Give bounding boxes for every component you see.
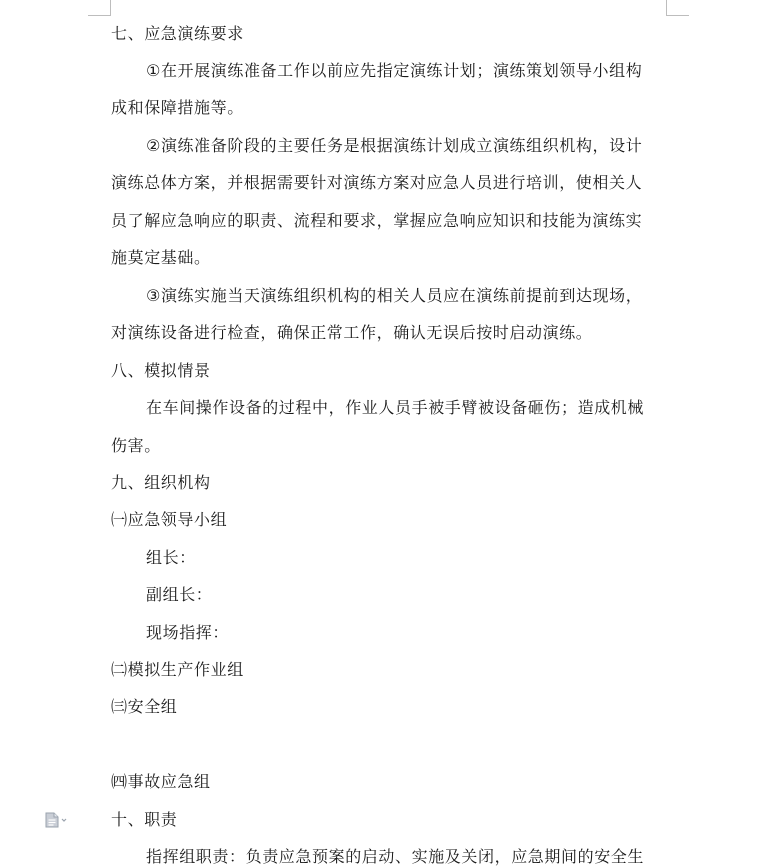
paragraph-line: 伤害。 (111, 436, 161, 455)
crop-mark-right (666, 0, 689, 16)
chevron-down-icon (59, 812, 69, 828)
paragraph-line: 演练总体方案，并根据需要针对演练方案对应急人员进行培训，使相关人 (111, 173, 643, 192)
section-heading-9: 九、组织机构 (111, 473, 211, 492)
paragraph-line: 施莫定基础。 (111, 248, 211, 267)
subsection-heading: ㈠应急领导小组 (111, 510, 228, 529)
paragraph-line: ①在开展演练准备工作以前应先指定演练计划；演练策划领导小组构 (146, 61, 643, 80)
paragraph-line: ②演练准备阶段的主要任务是根据演练计划成立演练组织机构，设计 (146, 136, 643, 155)
document-glyph-icon (45, 812, 59, 828)
subsection-heading: ㈢安全组 (111, 697, 178, 716)
section-heading-7: 七、应急演练要求 (111, 24, 244, 43)
paragraph-line: 成和保障措施等。 (111, 98, 244, 117)
paragraph-line: ③演练实施当天演练组织机构的相关人员应在演练前提前到达现场， (146, 286, 643, 305)
section-heading-10: 十、职责 (111, 810, 178, 829)
role-line-deputy: 副组长： (146, 585, 213, 604)
paragraph-line: 员了解应急响应的职责、流程和要求，掌握应急响应知识和技能为演练实 (111, 211, 643, 230)
role-line-leader: 组长： (146, 548, 196, 567)
subsection-heading: ㈣事故应急组 (111, 772, 211, 791)
paragraph-line: 对演练设备进行检查，确保正常工作，确认无误后按时启动演练。 (111, 323, 593, 342)
paragraph-line: 指挥组职责：负责应急预案的启动、实施及关闭，应急期间的安全生 (146, 847, 645, 866)
subsection-heading: ㈡模拟生产作业组 (111, 660, 244, 679)
crop-mark-left (88, 0, 111, 16)
section-heading-8: 八、模拟情景 (111, 361, 211, 380)
document-icon[interactable] (45, 812, 73, 828)
paragraph-line: 在车间操作设备的过程中，作业人员手被手臂被设备砸伤；造成机械 (146, 398, 645, 417)
role-line-commander: 现场指挥： (146, 623, 230, 642)
